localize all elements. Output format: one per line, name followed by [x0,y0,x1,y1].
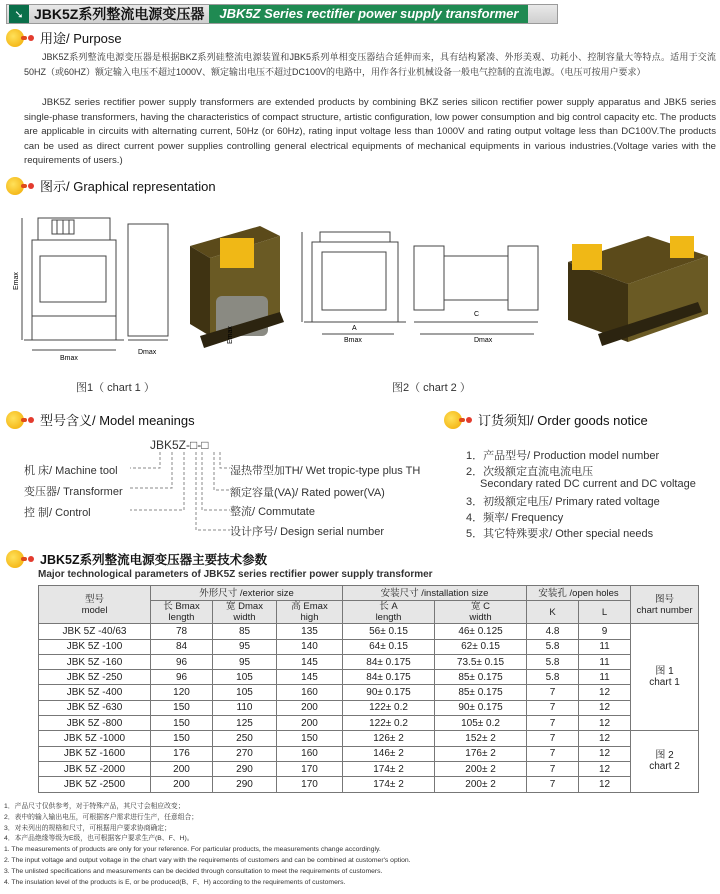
table-cell: 11 [579,639,631,654]
order-item-1: 1．产品型号/ Production model number [466,450,660,462]
table-cell: 120 [151,685,213,700]
dim-e2: Emax [227,326,234,344]
table-cell: JBK 5Z -630 [39,700,151,715]
dim-b2: Bmax [344,337,362,344]
bullet-icon [466,417,472,423]
table-row [39,761,699,776]
dim-a: A [352,325,357,332]
chick-icon [6,177,24,195]
table-cell: 7 [527,731,579,746]
table-cell: 62± 0.15 [435,639,527,654]
th-holes: 安装孔 /open holes [527,586,631,601]
purpose-heading: 用途/ Purpose [6,28,122,47]
table-cell: 12 [579,685,631,700]
table-cell: 170 [277,777,343,792]
table-cell: 9 [579,624,631,639]
note-cn-4: 4．本产品绝缘等级为E级，也可根据客户要求生产(B、F、H)。 [4,835,194,843]
table-cell: 200± 2 [435,761,527,776]
table-cell: 105± 0.2 [435,716,527,731]
table-cell: JBK 5Z -400 [39,685,151,700]
note-cn-2: 2．表中的输入输出电压，可根据客户需求进行生产，任意组合； [4,813,199,821]
table-cell: 12 [579,700,631,715]
table-cell: 146± 2 [343,746,435,761]
spec-table [38,585,699,793]
table-cell: 7 [527,685,579,700]
table-cell: 270 [213,746,277,761]
bullet-icon [28,35,34,41]
table-cell: 150 [151,716,213,731]
model-heading: 型号含义/ Model meanings [6,410,195,429]
table-cell: 78 [151,624,213,639]
table-cell: 90± 0.175 [343,685,435,700]
chart2-photo [558,222,716,362]
th-k: K [527,601,579,624]
th-installation: 安装尺寸 /installation size [343,586,527,601]
table-cell: 126± 2 [343,731,435,746]
table-cell: 46± 0.125 [435,624,527,639]
chart1-photo [180,216,290,366]
bullet-icon [28,183,34,189]
dim-d: Dmax [138,349,157,356]
table-row [39,700,699,715]
table-cell: 122± 0.2 [343,700,435,715]
table-cell: 85 [213,624,277,639]
table-cell: 110 [213,700,277,715]
chart2-drawing [227,216,554,366]
table-cell: 4.8 [527,624,579,639]
table-cell: 12 [579,746,631,761]
chart2-caption: 图2（ chart 2 ） [392,382,471,394]
table-cell: 200± 2 [435,777,527,792]
table-cell: 95 [213,639,277,654]
table-cell: 96 [151,670,213,685]
table-cell: 56± 0.15 [343,624,435,639]
table-row [39,670,699,685]
order-item-2b: Secondary rated DC current and DC voltage [480,478,696,490]
model-connector-lines [130,452,240,538]
table-cell: 176± 2 [435,746,527,761]
model-right-1: 湿热带型加TH/ Wet tropic-type plus TH [230,465,421,477]
table-cell: 145 [277,670,343,685]
dim-e: Emax [13,272,20,290]
table-cell: 160 [277,685,343,700]
table-cell: 200 [151,777,213,792]
model-right-3: 整流/ Commutate [230,506,315,518]
table-cell: 5.8 [527,670,579,685]
table-cell: 150 [151,700,213,715]
notes [4,802,411,888]
table-cell: JBK 5Z -160 [39,654,151,669]
chart1-cell: 图 1 chart 1 [631,624,699,731]
th-l: L [579,601,631,624]
model-left-3: 控 制/ Control [24,507,91,519]
chick-icon [6,411,24,429]
table-cell: 122± 0.2 [343,716,435,731]
table-cell: 12 [579,777,631,792]
graph-heading: 图示/ Graphical representation [6,176,216,195]
note-en-4: 4. The insulation level of the products is E, or be produced(B、F、H) according to the requirements of customers. [4,878,346,886]
table-cell: 105 [213,685,277,700]
chick-icon [444,411,462,429]
table-cell: 7 [527,716,579,731]
table-cell: JBK 5Z -2000 [39,761,151,776]
th-chart: 图号 chart number [631,586,699,624]
note-cn-3: 3．对未列出的规格和尺寸，可根据用户要求协商确定； [4,824,171,832]
table-cell: 160 [277,746,343,761]
table-cell: JBK 5Z -250 [39,670,151,685]
table-cell: 7 [527,746,579,761]
order-item-2: 2．次级额定直流电流电压 [466,466,594,478]
table-cell: 7 [527,700,579,715]
th-c: 宽 C width [435,601,527,624]
table-cell: 200 [277,700,343,715]
purpose-text-cn: JBK5Z系列整流电源变压器是根据BKZ系列硅整流电源装置和JBK5系列单相变压器结合延伸而来，具有结构紧凑、外形美观、功耗小、控制容量大等特点。适用于交流50HZ（或60HZ）额定输入电压不超过1000V、额定输出电压不超过DC100V的电路中，用作各行业机械设备一般电气控制的直流电源。（电压可按用户要求） [24,52,716,77]
table-cell: 5.8 [527,654,579,669]
th-exterior: 外形尺寸 /exterior size [151,586,343,601]
chart1-drawing [13,214,180,374]
table-cell: 85± 0.175 [435,685,527,700]
model-code: JBK5Z-□-□ [150,438,209,452]
table-row [39,716,699,731]
table-cell: 11 [579,670,631,685]
dim-b: Bmax [60,355,78,362]
table-cell: 290 [213,777,277,792]
table-row [39,731,699,746]
th-b: 长 Bmax length [151,601,213,624]
table-cell: 96 [151,654,213,669]
order-item-5: 5．其它特殊要求/ Other special needs [466,528,654,540]
table-cell: 200 [277,716,343,731]
table-cell: 64± 0.15 [343,639,435,654]
table-cell: 95 [213,654,277,669]
table-cell: JBK 5Z -40/63 [39,624,151,639]
chick-icon [6,29,24,47]
table-cell: 84 [151,639,213,654]
order-heading: 订货须知/ Order goods notice [444,410,648,429]
table-cell: 11 [579,654,631,669]
bullet-icon [28,556,34,562]
table-cell: 250 [213,731,277,746]
th-e: 高 Emax high [277,601,343,624]
table-row [39,654,699,669]
model-right-4: 设计序号/ Design serial number [230,526,385,538]
table-cell: 125 [213,716,277,731]
bullet-icon [28,417,34,423]
title-banner [6,4,558,24]
params-heading-en: Major technological parameters of JBK5Z series rectifier power supply transformer [38,569,433,580]
table-cell: 200 [151,761,213,776]
table-cell: 85± 0.175 [435,670,527,685]
table-cell: 84± 0.175 [343,670,435,685]
table-cell: 150 [277,731,343,746]
table-cell: 12 [579,731,631,746]
table-cell: JBK 5Z -800 [39,716,151,731]
table-cell: 135 [277,624,343,639]
dim-c: C [474,311,480,318]
table-cell: 84± 0.175 [343,654,435,669]
th-a: 长 A length [343,601,435,624]
table-row [39,639,699,654]
table-cell: JBK 5Z -1000 [39,731,151,746]
model-left-1: 机 床/ Machine tool [24,465,118,477]
table-cell: 5.8 [527,639,579,654]
table-cell: 140 [277,639,343,654]
table-cell: 7 [527,761,579,776]
dim-d2: Dmax [474,337,493,344]
table-cell: JBK 5Z -2500 [39,777,151,792]
title-en: JBK5Z Series rectifier power supply transformer [209,5,528,23]
title-cn: JBK5Z系列整流电源变压器 [34,6,205,22]
note-en-1: 1. The measurements of products are only for your reference. For particular products, the measurements change accordingly. [4,846,381,854]
table-cell: 12 [579,761,631,776]
table-cell: JBK 5Z -1600 [39,746,151,761]
model-left-2: 变压器/ Transformer [24,486,123,498]
table-cell: 12 [579,716,631,731]
table-cell: 152± 2 [435,731,527,746]
table-row [39,685,699,700]
table-cell: JBK 5Z -100 [39,639,151,654]
chick-icon [6,550,24,568]
table-cell: 290 [213,761,277,776]
order-item-4: 4．频率/ Frequency [466,512,564,524]
params-heading: JBK5Z系列整流电源变压器主要技术参数 [6,550,267,568]
table-row [39,624,699,639]
table-cell: 176 [151,746,213,761]
table-row [39,746,699,761]
model-right-2: 额定容量(VA)/ Rated power(VA) [230,487,385,499]
note-en-3: 3. The unlisted specifications and measurements can be decided through consultation to meet the requirements of customers. [4,867,383,875]
note-en-2: 2. The input voltage and output voltage in the chart vary with the requirements of customers and can be combined at customer's option. [4,856,411,864]
order-item-3: 3．初级额定电压/ Primary rated voltage [466,496,660,508]
th-model: 型号 model [39,586,151,624]
table-cell: 170 [277,761,343,776]
chart2-cell: 图 2 chart 2 [631,731,699,792]
table-cell: 150 [151,731,213,746]
table-cell: 145 [277,654,343,669]
table-row [39,777,699,792]
th-d: 宽 Dmax width [213,601,277,624]
chart1-caption: 图1（ chart 1 ） [76,382,155,394]
arrow-icon: ➘ [9,5,29,23]
table-cell: 174± 2 [343,777,435,792]
table-cell: 73.5± 0.15 [435,654,527,669]
purpose-text-en: JBK5Z series rectifier power supply transformers are extended products by combining BKZ series silicon rectifier power supply apparatus and JBK5 series single-phase transformers, having the characteristics of compact structure, artistic configuration, low power consumption and big control capacity etc. The products are applicable in circuits with alternating current, 50Hz (or 60Hz), rating input voltage less than 1000V and rating output voltage less than DC100V.The products can be used as direct current power supplies controlling general electrical equipments of mechanical equipments in various industries.(Voltage varies with the requirements of users.) [24,97,716,166]
table-cell: 7 [527,777,579,792]
table-cell: 90± 0.175 [435,700,527,715]
table-cell: 174± 2 [343,761,435,776]
note-cn-1: 1．产品尺寸仅供参考，对于特殊产品，其尺寸会相应改变； [4,803,185,810]
table-cell: 105 [213,670,277,685]
